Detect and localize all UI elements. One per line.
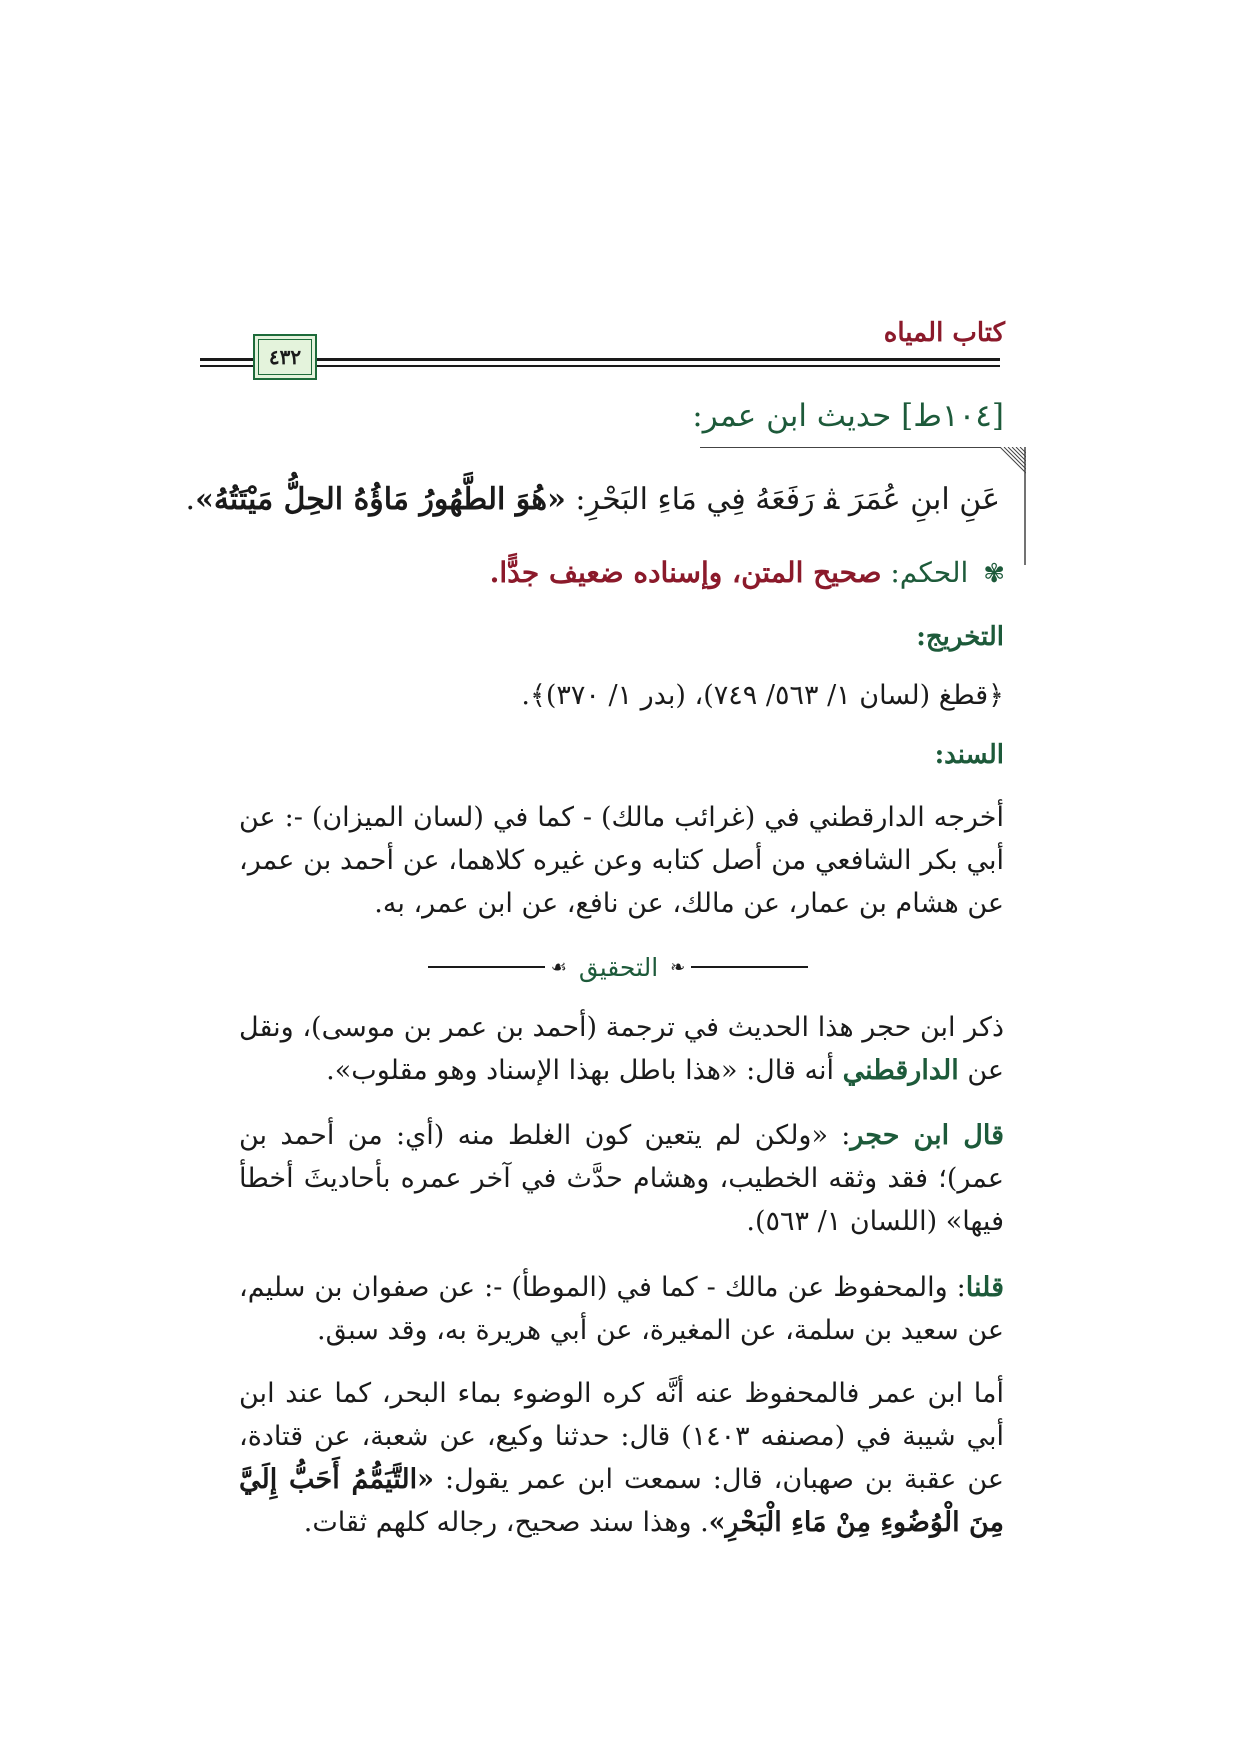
hukm-label: الحكم: [890,556,969,589]
scholar-name: الدارقطني [842,1055,959,1086]
takhrij-heading: التخريج: [916,622,1004,652]
hukm-line [490,556,1005,589]
flower-ornament-icon: ✾ [983,559,1005,589]
tahqiq-heading: التحقيق [578,952,659,982]
divider-line [691,966,808,968]
running-header-title: كتاب المياه [883,318,1005,348]
header-rule [200,365,240,367]
tahqiq-paragraph-3 [239,1266,1004,1352]
paragraph-text: ذكر ابن حجر هذا الحديث في ترجمة (أحمد بن عمر بن موسى)، ونقل عن [239,1012,1004,1086]
tahqiq-paragraph-2 [239,1114,1004,1243]
tahqiq-paragraph-4 [239,1372,1004,1544]
matn-text: «هُوَ الطَّهُورُ مَاؤُهُ الحِلُّ مَيْتَتُهُ» [195,482,566,517]
hadith-matn [186,482,1000,517]
matn-frame-line [700,447,1000,448]
matn-end: . [185,482,196,517]
sanad-heading: السند: [934,740,1004,770]
matn-intro: عَنِ ابنِ عُمَرَ ﭭ رَفَعَهُ فِي مَاءِ البَحْرِ: [575,482,1000,517]
paragraph-text: أنه قال: «هذا باطل بهذا الإسناد وهو مقلوب». [326,1055,843,1086]
tahqiq-divider [428,952,808,982]
tahqiq-paragraph-1 [239,1006,1004,1092]
quote-label: قلنا [965,1272,1004,1303]
sanad-paragraph: أخرجه الدارقطني في (غرائب مالك) - كما في (لسان الميزان) -: عن أبي بكر الشافعي من أصل كتابه وعن غيره كلاهما، عن أحمد بن عمر، عن هشام بن عمار، عن مالك، عن نافع، عن ابن عمر، به. [239,802,1004,919]
divider-ornament-icon: ❧ [670,956,686,978]
hukm-value: صحيح المتن، وإسناده ضعيف جدًّا. [489,556,882,589]
paragraph-text: : والمحفوظ عن مالك - كما في (الموطأ) -: عن صفوان بن سليم، عن سعيد بن سلمة، عن المغيرة، عن أبي هريرة به، وقد سبق. [239,1272,1004,1346]
header-rule [200,358,240,361]
paragraph-text: أما ابن عمر فالمحفوظ عنه أنَّه كره الوضوء بماء البحر، كما عند ابن أبي شيبة في (مصنفه ١٤٠٣) قال: حدثنا وكيع، عن شعبة، عن قتادة، عن عقبة بن صهبان، قال: سمعت ابن عمر يقول: [239,1378,1004,1495]
divider-line [428,966,545,968]
paragraph-text: : «ولكن لم يتعين كون الغلط منه (أي: من أحمد بن عمر)؛ فقد وثقه الخطيب، وهشام حدَّث في آخر عمره بأحاديثَ أخطأ فيها» (اللسان ١/ ٥٦٣). [239,1120,1004,1237]
hadith-title: [١٠٤ط] حديث ابن عمر: [692,398,1004,434]
takhrij-text: ﴿قطغ (لسان ١/ ٥٦٣/ ٧٤٩)، (بدر ١/ ٣٧٠)﴾. [521,680,1004,711]
athar-quote: «التَّيَمُّمُ أَحَبُّ إِلَيَّ مِنَ الْوُضُوءِ مِنْ مَاءِ الْبَحْرِ» [239,1464,1004,1538]
header-rule [238,358,1000,361]
corner-ornament-icon [1000,447,1026,565]
divider-ornament-icon: ☙ [550,956,567,978]
page-number-badge: ٤٣٢ [253,334,317,380]
quote-label: قال ابن حجر [850,1120,1004,1151]
paragraph-text: . وهذا سند صحيح، رجاله كلهم ثقات. [303,1507,709,1538]
header-rule [238,365,1000,367]
